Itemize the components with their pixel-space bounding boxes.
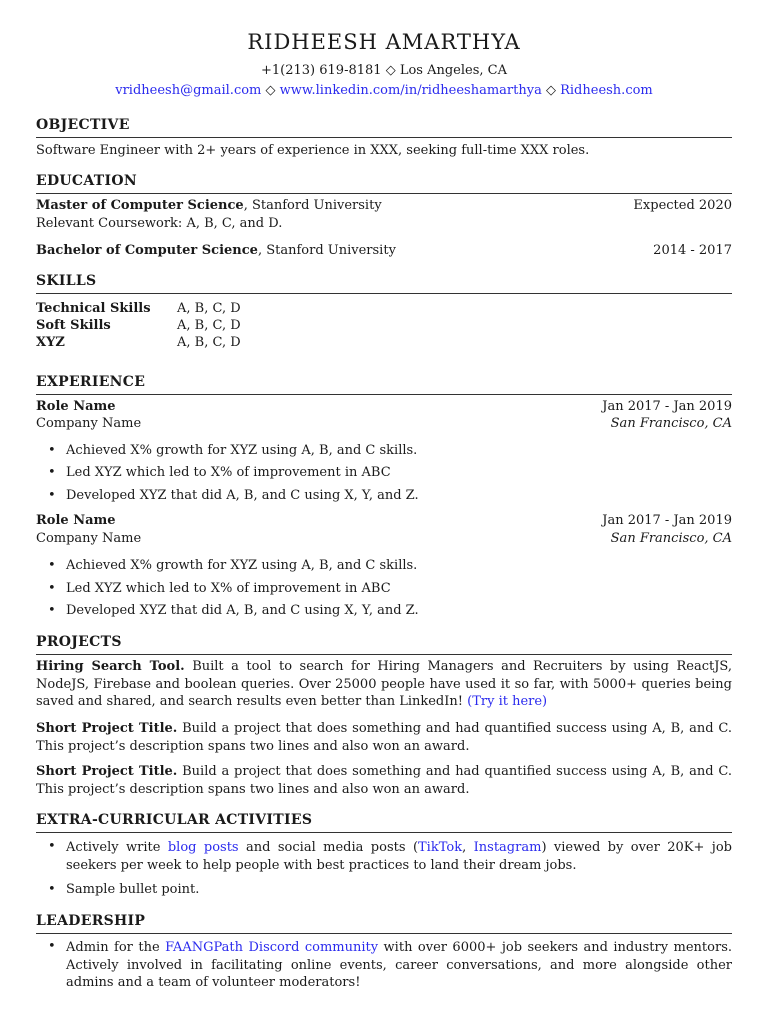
job-bullet: Developed XYZ that did A, B, and C using X, Y, and Z. <box>66 603 419 618</box>
text-fragment: and social media posts ( <box>238 840 419 855</box>
bullet-icon: • <box>48 465 56 480</box>
job-bullet: Achieved X% growth for XYZ using A, B, and C skills. <box>66 558 418 573</box>
text-fragment: , <box>462 840 474 855</box>
contact-line-1 <box>0 63 768 78</box>
section-leadership <box>36 913 732 934</box>
project-description: Built a tool to search for Hiring Managers and Recruiters by using ReactJS, NodeJS, Firebase and boolean queries. Over 25000 people have used it so far, with 5000+ queries being saved and shared, and search results even better than LinkedIn! <box>36 659 732 709</box>
job-bullet: Led XYZ which led to X% of improvement in ABC <box>66 465 391 480</box>
bullet-icon: • <box>48 581 56 596</box>
project-title: Short Project Title. <box>36 764 178 779</box>
role-name: Role Name <box>36 513 116 528</box>
try-it-link[interactable]: (Try it here) <box>467 694 548 709</box>
job-dates: Jan 2017 - Jan 2019 <box>602 513 732 528</box>
instagram-link[interactable]: Instagram <box>473 840 542 855</box>
project-description: Build a project that does something and had quantified success using A, B, and C. This project’s description spans two lines and also won an award. <box>36 764 732 797</box>
bullet-icon: • <box>48 603 56 618</box>
skill-value: A, B, C, D <box>177 335 241 350</box>
objective-text: Software Engineer with 2+ years of experience in XXX, seeking full-time XXX roles. <box>36 143 590 158</box>
job-location: San Francisco, CA <box>610 531 732 546</box>
bullet-icon: • <box>48 443 56 458</box>
text-fragment: Admin for the <box>66 940 166 955</box>
job-bullet: Achieved X% growth for XYZ using A, B, and C skills. <box>66 443 418 458</box>
section-heading: EXPERIENCE <box>36 374 146 390</box>
education-entry <box>36 198 382 213</box>
degree: Master of Computer Science <box>36 198 244 213</box>
degree: Bachelor of Computer Science <box>36 243 258 258</box>
bullet-icon: • <box>48 558 56 573</box>
website-link[interactable]: Ridheesh.com <box>560 83 653 98</box>
skill-label: Soft Skills <box>36 318 111 333</box>
job-bullet: Led XYZ which led to X% of improvement in ABC <box>66 581 391 596</box>
blog-posts-link[interactable]: blog posts <box>167 840 239 855</box>
skill-label: Technical Skills <box>36 301 151 316</box>
project-item <box>36 720 732 755</box>
job-location: San Francisco, CA <box>610 416 732 431</box>
bullet-icon: • <box>48 939 56 954</box>
section-heading: EDUCATION <box>36 173 137 189</box>
bullet-icon: • <box>48 839 56 854</box>
company-name: Company Name <box>36 531 142 546</box>
bullet-icon: • <box>48 882 56 897</box>
section-heading: EXTRA-CURRICULAR ACTIVITIES <box>36 812 313 828</box>
email-link[interactable]: vridheesh@gmail.com <box>115 83 262 98</box>
section-extracurricular <box>36 812 732 833</box>
job-dates: Jan 2017 - Jan 2019 <box>602 399 732 414</box>
candidate-name: RIDHEESH AMARTHYA <box>247 30 521 54</box>
section-heading: PROJECTS <box>36 634 122 650</box>
company-name: Company Name <box>36 416 142 431</box>
section-objective <box>36 117 732 138</box>
discord-community-link[interactable]: FAANGPath Discord community <box>165 940 379 955</box>
project-description: Build a project that does something and had quantified success using A, B, and C. This project’s description spans two lines and also won an award. <box>36 721 732 754</box>
skill-value: A, B, C, D <box>177 301 241 316</box>
separator-diamond-icon: ◇ <box>545 83 556 98</box>
section-education <box>36 173 732 194</box>
location: Los Angeles, CA <box>399 63 507 78</box>
job-bullet: Developed XYZ that did A, B, and C using X, Y, and Z. <box>66 488 419 503</box>
activity-bullet <box>66 839 732 874</box>
contact-line-2 <box>0 83 768 98</box>
section-heading: OBJECTIVE <box>36 117 130 133</box>
project-item <box>36 658 732 711</box>
section-projects <box>36 634 732 655</box>
coursework: Relevant Coursework: A, B, C, and D. <box>36 216 283 231</box>
education-date: 2014 - 2017 <box>653 243 732 258</box>
section-heading: SKILLS <box>36 273 97 289</box>
project-title: Short Project Title. <box>36 721 178 736</box>
text-fragment: Actively write <box>66 840 168 855</box>
leadership-bullet <box>66 939 732 992</box>
education-entry <box>36 243 396 258</box>
text-fragment: with over 6000+ job seekers and industry mentors. Actively involved in facilitating online events, career conversations, and more alongside other admins and a team of volunteer moderators! <box>66 940 732 990</box>
skill-label: XYZ <box>36 335 65 350</box>
separator-diamond-icon: ◇ <box>385 63 396 78</box>
project-item <box>36 763 732 798</box>
project-title: Hiring Search Tool. <box>36 659 185 674</box>
education-date: Expected 2020 <box>633 198 732 213</box>
bullet-icon: • <box>48 488 56 503</box>
section-skills <box>36 273 732 294</box>
school: , Stanford University <box>257 243 396 258</box>
text-fragment: ) viewed by over 20K+ job seekers per week to help people with best practices to land their dream jobs. <box>66 840 732 873</box>
phone: +1(213) 619-8181 <box>261 63 382 78</box>
section-heading: LEADERSHIP <box>36 913 146 929</box>
separator-diamond-icon: ◇ <box>265 83 276 98</box>
role-name: Role Name <box>36 399 116 414</box>
tiktok-link[interactable]: TikTok <box>418 840 463 855</box>
section-experience <box>36 374 732 395</box>
skill-value: A, B, C, D <box>177 318 241 333</box>
linkedin-link[interactable]: www.linkedin.com/in/ridheeshamarthya <box>279 83 542 98</box>
school: , Stanford University <box>243 198 382 213</box>
activity-bullet: Sample bullet point. <box>66 882 200 897</box>
